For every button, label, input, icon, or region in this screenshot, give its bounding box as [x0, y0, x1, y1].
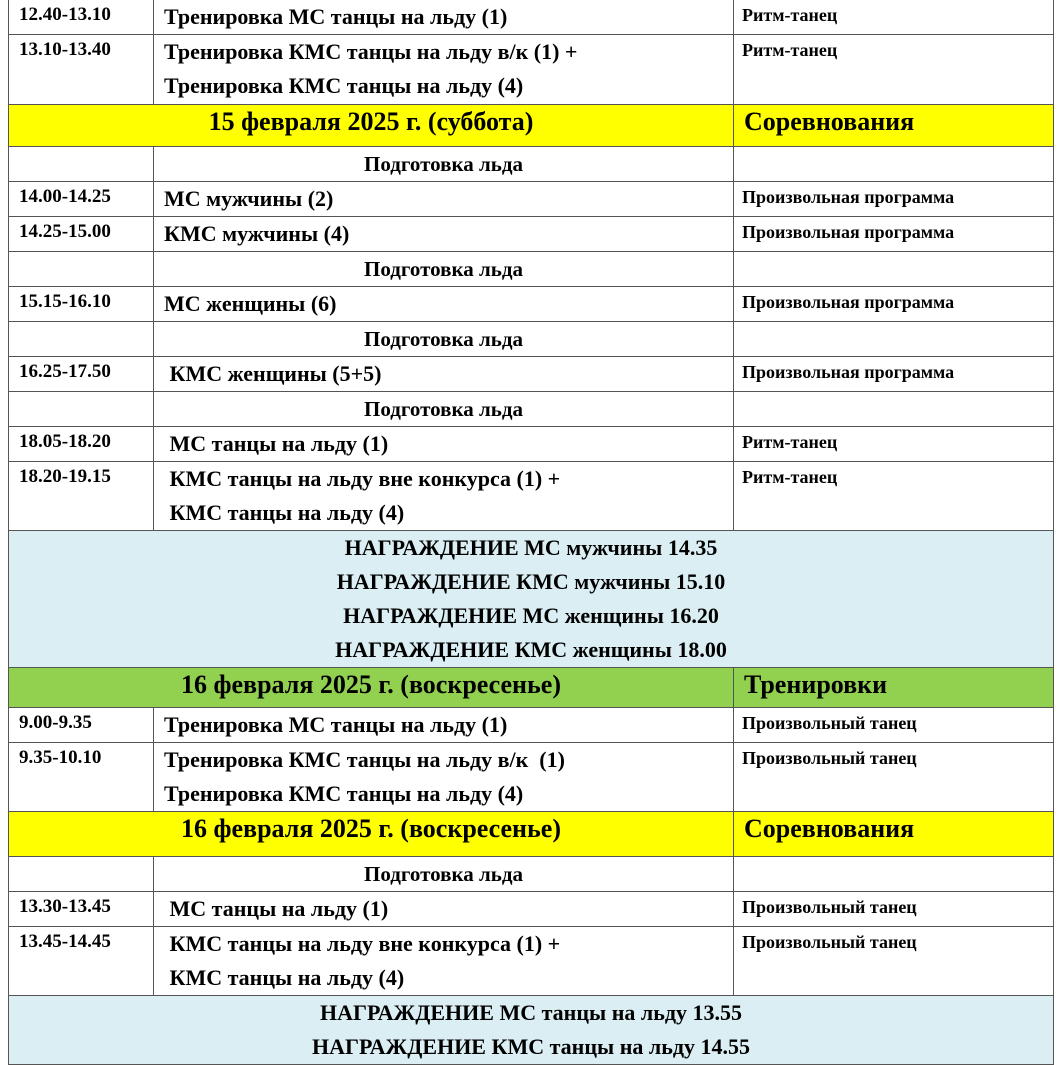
slot-row	[9, 743, 1054, 812]
program-cell: Произвольный танец	[734, 927, 1054, 996]
slot-row	[9, 0, 1054, 35]
empty-cell	[9, 322, 154, 357]
program-cell: Ритм-танец	[734, 0, 1054, 35]
event-cell	[154, 462, 734, 531]
event-line: Тренировка КМС танцы на льду в/к (1) +	[164, 39, 578, 64]
section-row	[9, 812, 1054, 857]
prep-row	[9, 322, 1054, 357]
time-cell: 15.15-16.10	[9, 287, 154, 322]
slot-row	[9, 357, 1054, 392]
event-line: Тренировка КМС танцы на льду (4)	[164, 73, 524, 98]
section-row	[9, 105, 1054, 147]
event-cell	[154, 927, 734, 996]
award-line: НАГРАЖДЕНИЕ МС мужчины 14.35	[344, 535, 718, 560]
schedule-table	[8, 0, 1054, 1065]
program-cell: Ритм-танец	[734, 462, 1054, 531]
event-line: КМС танцы на льду (4)	[164, 500, 405, 525]
event-line: КМС мужчины (4)	[164, 221, 350, 246]
empty-cell	[9, 147, 154, 182]
event-line: КМС танцы на льду (4)	[164, 965, 405, 990]
time-cell: 13.30-13.45	[9, 892, 154, 927]
section-row	[9, 668, 1054, 708]
event-line: МС танцы на льду (1)	[164, 431, 389, 456]
empty-cell	[734, 392, 1054, 427]
award-line: НАГРАЖДЕНИЕ МС танцы на льду 13.55	[319, 1000, 742, 1025]
award-line: НАГРАЖДЕНИЕ КМС танцы на льду 14.55	[312, 1034, 750, 1059]
prep-row	[9, 392, 1054, 427]
section-date: 15 февраля 2025 г. (суббота)	[9, 105, 734, 147]
award-line: НАГРАЖДЕНИЕ КМС мужчины 15.10	[336, 569, 726, 594]
event-line: МС танцы на льду (1)	[164, 896, 389, 921]
program-cell: Произвольная программа	[734, 217, 1054, 252]
time-cell: 9.35-10.10	[9, 743, 154, 812]
slot-row	[9, 927, 1054, 996]
awards-row	[9, 531, 1054, 668]
time-cell: 13.45-14.45	[9, 927, 154, 996]
award-line: НАГРАЖДЕНИЕ МС женщины 16.20	[343, 603, 719, 628]
slot-row	[9, 427, 1054, 462]
time-cell: 14.25-15.00	[9, 217, 154, 252]
empty-cell	[9, 252, 154, 287]
event-line: Тренировка МС танцы на льду (1)	[164, 712, 508, 737]
empty-cell	[9, 857, 154, 892]
program-cell: Произвольная программа	[734, 182, 1054, 217]
event-line: Тренировка КМС танцы на льду в/к (1)	[164, 747, 565, 772]
time-cell: 14.00-14.25	[9, 182, 154, 217]
section-date: 16 февраля 2025 г. (воскресенье)	[9, 812, 734, 857]
empty-cell	[734, 857, 1054, 892]
event-cell	[154, 217, 734, 252]
event-cell	[154, 708, 734, 743]
schedule-body	[9, 0, 1054, 1065]
time-cell: 18.05-18.20	[9, 427, 154, 462]
program-cell: Произвольная программа	[734, 357, 1054, 392]
program-cell: Ритм-танец	[734, 427, 1054, 462]
prep-row	[9, 252, 1054, 287]
program-cell: Ритм-танец	[734, 35, 1054, 105]
program-cell: Произвольная программа	[734, 287, 1054, 322]
event-line: МС женщины (6)	[164, 291, 337, 316]
time-cell: 12.40-13.10	[9, 0, 154, 35]
section-type: Соревнования	[734, 105, 1054, 147]
slot-row	[9, 182, 1054, 217]
empty-cell	[9, 392, 154, 427]
event-cell	[154, 287, 734, 322]
prep-row	[9, 147, 1054, 182]
empty-cell	[734, 252, 1054, 287]
time-cell: 9.00-9.35	[9, 708, 154, 743]
program-cell: Произвольный танец	[734, 743, 1054, 812]
ice-prep-label: Подготовка льда	[154, 857, 734, 892]
event-line: КМС танцы на льду вне конкурса (1) +	[164, 466, 561, 491]
section-date: 16 февраля 2025 г. (воскресенье)	[9, 668, 734, 708]
event-line: МС мужчины (2)	[164, 186, 334, 211]
event-cell	[154, 427, 734, 462]
section-type: Тренировки	[734, 668, 1054, 708]
event-cell	[154, 0, 734, 35]
event-cell	[154, 892, 734, 927]
event-line: Тренировка КМС танцы на льду (4)	[164, 781, 524, 806]
program-cell: Произвольный танец	[734, 892, 1054, 927]
awards-row	[9, 996, 1054, 1065]
slot-row	[9, 892, 1054, 927]
event-cell	[154, 357, 734, 392]
ice-prep-label: Подготовка льда	[154, 322, 734, 357]
prep-row	[9, 857, 1054, 892]
award-line: НАГРАЖДЕНИЕ КМС женщины 18.00	[335, 637, 727, 662]
slot-row	[9, 287, 1054, 322]
time-cell: 13.10-13.40	[9, 35, 154, 105]
time-cell: 18.20-19.15	[9, 462, 154, 531]
awards-cell	[9, 531, 1054, 668]
slot-row	[9, 217, 1054, 252]
empty-cell	[734, 322, 1054, 357]
empty-cell	[734, 147, 1054, 182]
program-cell: Произвольный танец	[734, 708, 1054, 743]
slot-row	[9, 35, 1054, 105]
ice-prep-label: Подготовка льда	[154, 252, 734, 287]
event-cell	[154, 182, 734, 217]
time-cell: 16.25-17.50	[9, 357, 154, 392]
slot-row	[9, 462, 1054, 531]
event-cell	[154, 35, 734, 105]
ice-prep-label: Подготовка льда	[154, 392, 734, 427]
awards-cell	[9, 996, 1054, 1065]
section-type: Соревнования	[734, 812, 1054, 857]
event-line: Тренировка МС танцы на льду (1)	[164, 4, 508, 29]
ice-prep-label: Подготовка льда	[154, 147, 734, 182]
event-line: КМС женщины (5+5)	[164, 361, 382, 386]
event-line: КМС танцы на льду вне конкурса (1) +	[164, 931, 561, 956]
slot-row	[9, 708, 1054, 743]
event-cell	[154, 743, 734, 812]
